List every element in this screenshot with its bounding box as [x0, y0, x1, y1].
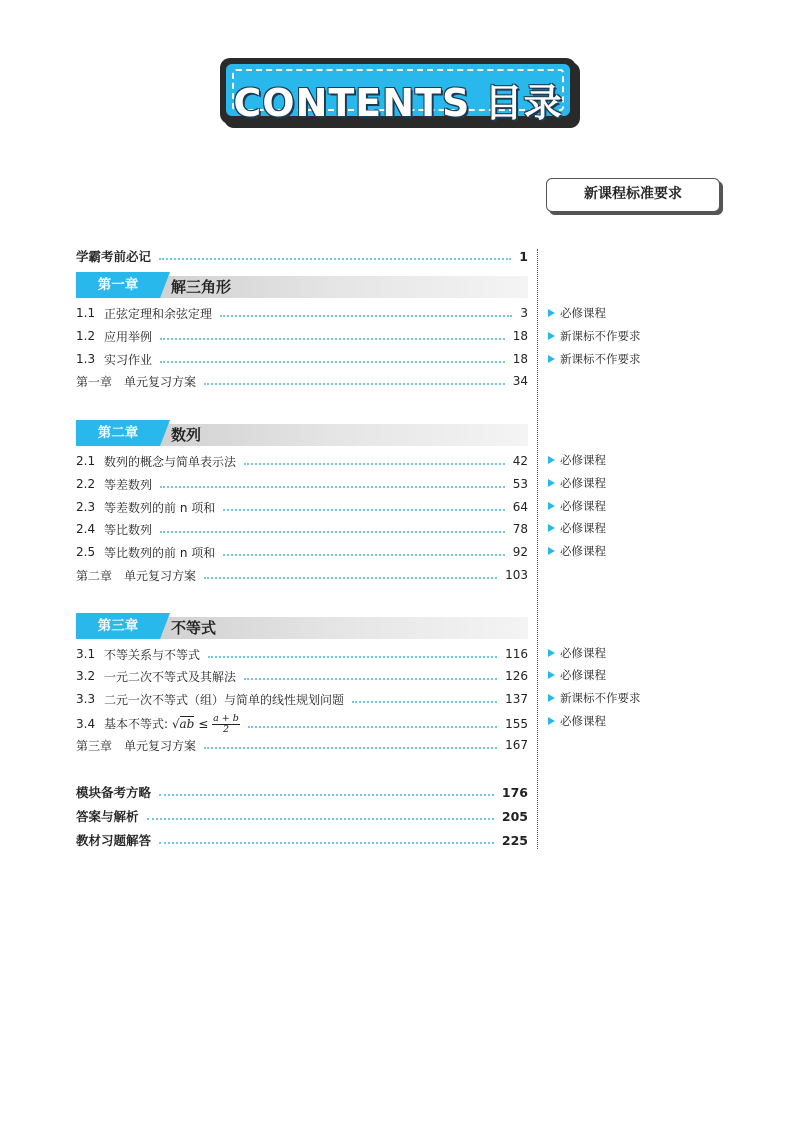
triangle-icon: [548, 309, 555, 317]
toc-row-appendix[interactable]: 模块备考方略 176: [76, 784, 528, 800]
fraction-formula: $\frac{a + b}{2}$: [213, 712, 239, 735]
chapter-title: 数列: [171, 426, 202, 444]
toc-row[interactable]: 2.1 数列的概念与简单表示法 42: [76, 454, 528, 469]
triangle-icon: [548, 524, 555, 532]
sqrt-formula: √ab: [171, 716, 195, 731]
chapter-title: 不等式: [171, 619, 217, 637]
chapter-header-1: [76, 276, 528, 298]
toc-row-review[interactable]: 第二章 单元复习方案 103: [76, 568, 528, 583]
toc-row-review[interactable]: 第三章 单元复习方案 167: [76, 738, 528, 753]
requirement-marker: 必修课程: [548, 645, 606, 661]
toc-row-appendix[interactable]: 答案与解析 205: [76, 808, 528, 824]
requirement-marker: 必修课程: [548, 475, 606, 491]
toc-row-review[interactable]: 第一章 单元复习方案 34: [76, 374, 528, 389]
triangle-icon: [548, 694, 555, 702]
toc-row[interactable]: 2.5 等比数列的前 n 项和 92: [76, 545, 528, 560]
banner-title: CONTENTS 目录: [233, 81, 563, 125]
requirement-marker: 新课标不作要求: [548, 328, 641, 344]
triangle-icon: [548, 649, 555, 657]
chapter-title: 解三角形: [171, 278, 232, 296]
chapter-tab: 第一章: [76, 272, 160, 298]
toc-row[interactable]: 2.4 等比数列 78: [76, 522, 528, 537]
toc-row[interactable]: 2.3 等差数列的前 n 项和 64: [76, 500, 528, 515]
toc-row[interactable]: 1.2 应用举例 18: [76, 329, 528, 344]
toc-row[interactable]: 1.3 实习作业 18: [76, 352, 528, 367]
requirement-marker: 必修课程: [548, 305, 606, 321]
toc-page: 1: [519, 248, 528, 264]
chapter-tab: 第三章: [76, 613, 160, 639]
toc-row[interactable]: 2.2 等差数列 53: [76, 477, 528, 492]
requirement-marker: 必修课程: [548, 452, 606, 468]
requirement-marker: 必修课程: [548, 520, 606, 536]
toc-row[interactable]: 3.1 不等关系与不等式 116: [76, 647, 528, 662]
triangle-icon: [548, 547, 555, 555]
requirement-marker: 新课标不作要求: [548, 351, 641, 367]
triangle-icon: [548, 671, 555, 679]
toc-row[interactable]: 3.2 一元二次不等式及其解法 126: [76, 669, 528, 684]
standard-requirements-label: 新课程标准要求: [546, 178, 720, 212]
chapter-tab: 第二章: [76, 420, 160, 446]
triangle-icon: [548, 502, 555, 510]
requirement-marker: 必修课程: [548, 498, 606, 514]
contents-banner: [220, 58, 576, 124]
triangle-icon: [548, 332, 555, 340]
toc-row[interactable]: 1.1 正弦定理和余弦定理 3: [76, 306, 528, 321]
chapter-header-2: [76, 424, 528, 446]
triangle-icon: [548, 479, 555, 487]
toc-row[interactable]: 3.3 二元一次不等式（组）与简单的线性规划问题 137: [76, 692, 528, 707]
triangle-icon: [548, 355, 555, 363]
toc-row-appendix[interactable]: 教材习题解答 225: [76, 832, 528, 848]
toc-row-intro[interactable]: [76, 246, 528, 266]
requirement-marker: 必修课程: [548, 543, 606, 559]
toc-row[interactable]: 3.4 基本不等式: √ab ≤ $\frac{a + b}{2}$ 155: [76, 712, 528, 735]
triangle-icon: [548, 456, 555, 464]
chapter-header-3: [76, 617, 528, 639]
requirement-marker: 必修课程: [548, 713, 606, 729]
triangle-icon: [548, 717, 555, 725]
toc-title: 学霸考前必记: [76, 249, 152, 264]
requirement-marker: 必修课程: [548, 667, 606, 683]
vertical-divider: [537, 249, 538, 849]
requirement-marker: 新课标不作要求: [548, 690, 641, 706]
